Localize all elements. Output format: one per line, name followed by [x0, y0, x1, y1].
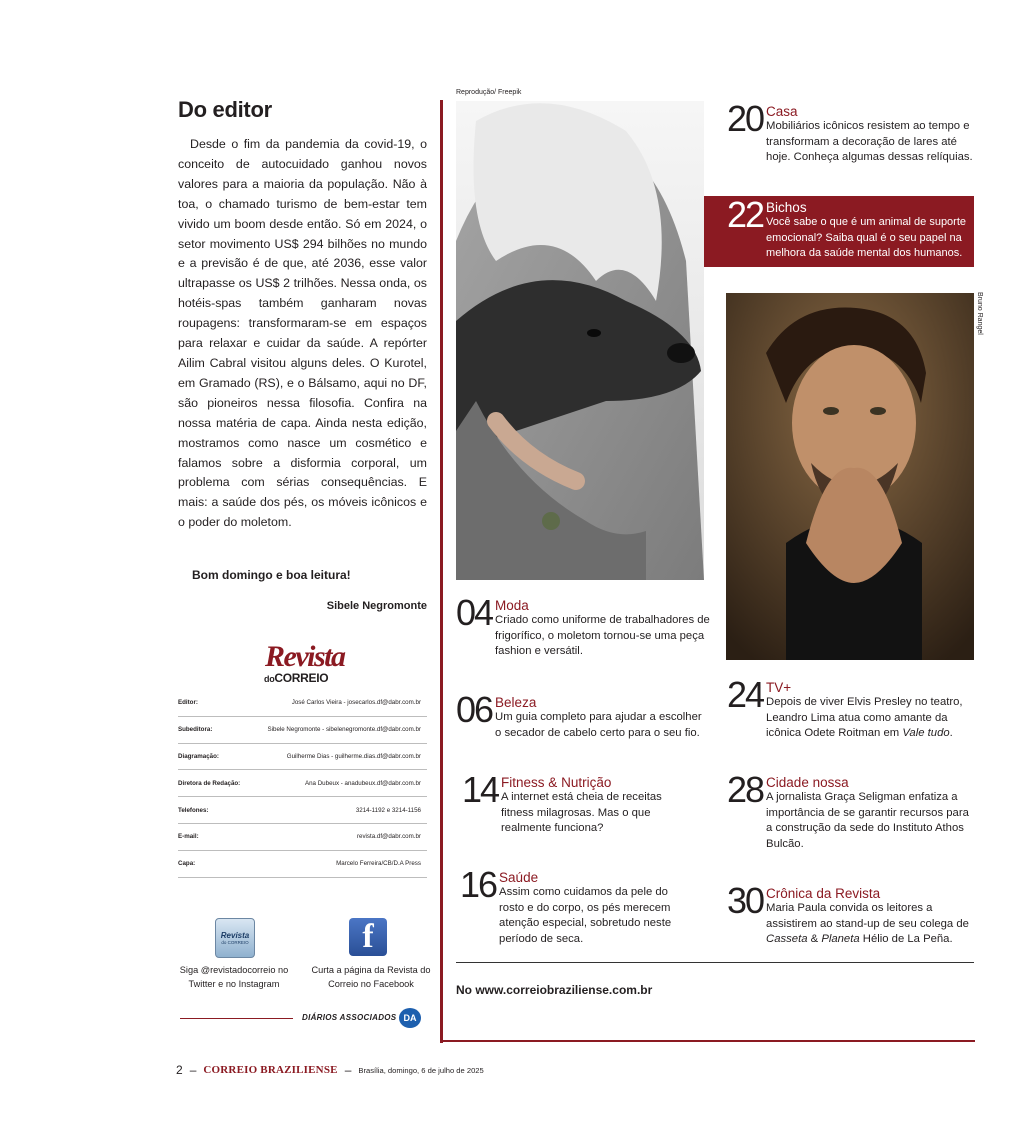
bottom-rule: [440, 1040, 975, 1042]
staff-row: Diretora de Redação: Ana Dubeux - anadubeux.df@dabr.com.br: [178, 770, 427, 797]
section-title: Bichos: [766, 200, 807, 215]
section-text: A jornalista Graça Seligman enfatiza a importância de se garantir recursos para a construção da sede do Instituto Athos Bulcão.: [766, 791, 969, 850]
logo-word-correio: doCORREIO: [264, 671, 329, 685]
section-number: 20: [727, 98, 764, 139]
page-number: 2: [176, 1063, 183, 1077]
editor-title: Do editor: [178, 97, 272, 122]
section-text: Mobiliários icônicos resistem ao tempo e transformam a decoração de lares até hoje. Conheça algumas dessas relíquias.: [766, 120, 973, 164]
revista-logo: [265, 642, 345, 685]
section-number: 04: [456, 592, 493, 633]
facebook-icon[interactable]: f: [349, 918, 387, 956]
section-text: Maria Paula convida os leitores a assistirem ao stand-up de seu colega de Casseta & Planeta Hélio de La Peña.: [766, 902, 969, 946]
section-text: Você sabe o que é um animal de suporte emocional? Saiba qual é o seu papel na melhora da saúde mental dos humanos.: [766, 216, 967, 259]
section-text: A internet está cheia de receitas fitness milagrosas. Mas o que realmente funciona?: [501, 791, 662, 835]
section-title: Fitness & Nutrição: [501, 775, 612, 790]
twitter-caption: Siga @revistadocorreio no Twitter e no Instagram: [179, 965, 289, 989]
section-number: 16: [460, 864, 497, 905]
photo-woman-dog: [456, 101, 704, 580]
website-rule: [456, 962, 974, 963]
section-cidade-nossa[interactable]: [727, 769, 978, 852]
staff-row: Telefones: 3214-1192 e 3214-1156: [178, 797, 427, 824]
section-cronica[interactable]: [727, 880, 978, 948]
section-number: 22: [727, 194, 764, 235]
section-saude[interactable]: [460, 864, 689, 947]
photo-credit-freepik: Reprodução/ Freepik: [456, 89, 522, 96]
editor-body: Desde o fim da pandemia da covid-19, o conceito de autocuidado ganhou novos valores para a maioria da população. Não à toa, o chamado turismo de bem-estar tem vivido um boom desde então. Só em 2024, o setor movimento US$ 294 bilhões no mundo e a previsão é de que, até 2036, esse valor ultrapasse os US$ 2 trilhões. Nessa onda, os hotéis-spas também ganharam novas roupagens: transformaram-se em espaços para relaxar e cuidar da saúde. A repórter Ailim Cabral visitou alguns deles. O Kurotel, em Gramado (RS), e o Bálsamo, aqui no DF, são pioneiros nessa filosofia. Confira na nossa matéria de capa. Ainda nesta edição, mostramos como nasce um cosmético e falamos sobre a disformia corporal, um problema com sérias consequências. E mais: a saúde dos pés, os móveis icônicos e o poder do moletom.: [178, 137, 427, 530]
section-number: 24: [727, 674, 764, 715]
logo-word-revista: Revista: [265, 640, 345, 673]
staff-row: Editor: José Carlos Vieira - josecarlos.df@dabr.com.br: [178, 690, 427, 717]
twitter-icon[interactable]: Revista do CORREIO: [215, 918, 255, 958]
section-title: TV+: [766, 680, 792, 695]
website-link[interactable]: No www.correiobraziliense.com.br: [456, 983, 653, 997]
section-bichos-box[interactable]: [704, 196, 974, 267]
footer-date: Brasília, domingo, 6 de julho de 2025: [358, 1065, 484, 1075]
editor-greeting: Bom domingo e boa leitura!: [192, 568, 351, 582]
staff-box: [178, 690, 427, 878]
section-number: 14: [462, 769, 499, 810]
facebook-caption: Curta a página da Revista do Correio no Facebook: [311, 965, 431, 989]
section-tv[interactable]: [727, 674, 978, 742]
diarios-label: DIÁRIOS ASSOCIADOS: [302, 1013, 397, 1022]
section-casa[interactable]: [727, 98, 978, 166]
diarios-logo-icon: DA: [399, 1008, 421, 1028]
section-number: 30: [727, 880, 764, 921]
diarios-rule: [180, 1018, 293, 1019]
section-title: Saúde: [499, 870, 539, 885]
section-title: Casa: [766, 104, 798, 119]
staff-row: E-mail: revista.df@dabr.com.br: [178, 824, 427, 851]
section-fitness[interactable]: [462, 769, 681, 837]
staff-row: Capa: Marcelo Ferreira/CB/D.A Press: [178, 851, 427, 878]
section-number: 06: [456, 689, 493, 730]
section-title: Moda: [495, 598, 529, 613]
photo-credit-bruno: Bruno Rangel: [976, 292, 983, 335]
section-title: Cidade nossa: [766, 775, 849, 790]
staff-row: Diagramação: Guilherme Dias - guilherme.dias.df@dabr.com.br: [178, 744, 427, 771]
editor-signature: Sibele Negromonte: [326, 600, 427, 612]
section-beleza[interactable]: [456, 689, 710, 741]
section-text: Assim como cuidamos da pele do rosto e do corpo, os pés merecem atenção especial, sobretudo neste período de seca.: [499, 886, 672, 945]
section-number: 28: [727, 769, 764, 810]
section-title: Crônica da Revista: [766, 886, 881, 901]
section-text: Um guia completo para ajudar a escolher o secador de cabelo certo para o seu fio.: [495, 711, 702, 739]
column-divider: [440, 100, 443, 1043]
footer-dash: –: [344, 1063, 352, 1077]
footer-dash: –: [189, 1063, 197, 1077]
section-bichos: [727, 194, 967, 262]
page-footer: [176, 1063, 484, 1077]
section-title: Beleza: [495, 695, 537, 710]
newspaper-name: CORREIO BRAZILIENSE: [203, 1064, 338, 1076]
photo-leandro-lima: [726, 293, 974, 660]
staff-row: Subeditora: Sibele Negromonte - sibelenegromonte.df@dabr.com.br: [178, 717, 427, 744]
section-text: Criado como uniforme de trabalhadores de frigorífico, o moletom tornou-se uma peça fashion e versátil.: [495, 614, 710, 658]
section-text: Depois de viver Elvis Presley no teatro, Leandro Lima atua como amante da icônica Odete Roitman em Vale tudo.: [766, 696, 963, 740]
section-moda[interactable]: [456, 592, 710, 660]
